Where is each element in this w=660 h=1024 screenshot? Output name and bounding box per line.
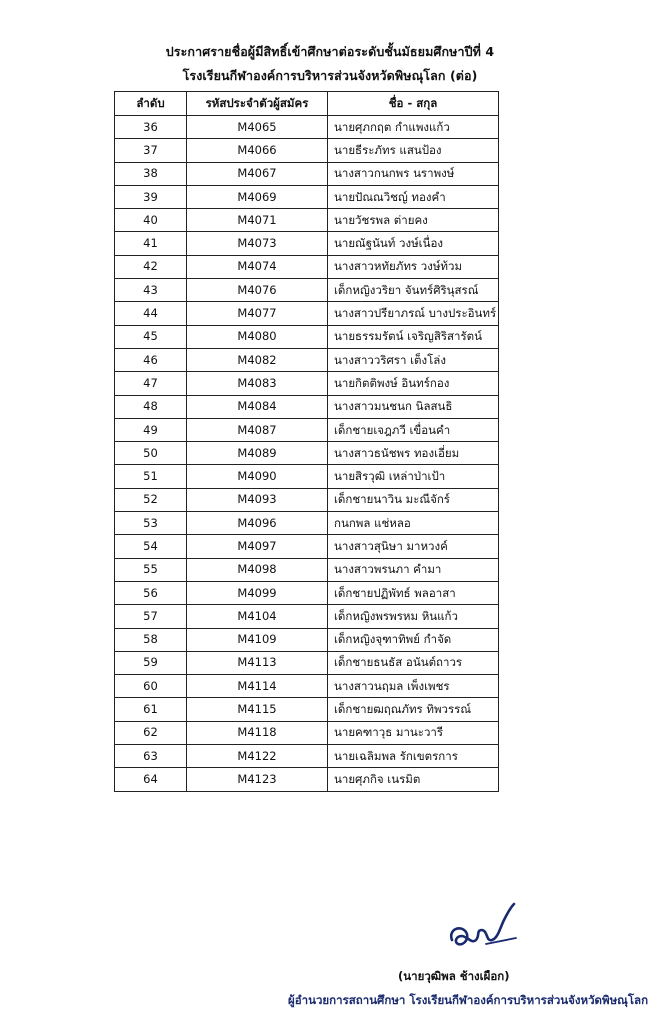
row-number: 62 — [115, 721, 187, 744]
table-row — [115, 418, 499, 441]
applicant-name: นางสาวปรียาภรณ์ บางประอินทร์ — [328, 302, 499, 325]
applicant-name: เด็กชายฒฤณภัทร ทิพวรรณ์ — [328, 698, 499, 721]
row-number: 58 — [115, 628, 187, 651]
table-row — [115, 605, 499, 628]
applicant-code: M4097 — [187, 535, 328, 558]
applicant-code: M4074 — [187, 255, 328, 278]
row-number: 47 — [115, 372, 187, 395]
row-number: 46 — [115, 348, 187, 371]
table-row — [115, 232, 499, 255]
applicant-code: M4080 — [187, 325, 328, 348]
table-row — [115, 325, 499, 348]
applicant-name: นายธรรมรัตน์ เจริญสิริสารัตน์ — [328, 325, 499, 348]
table-row — [115, 581, 499, 604]
applicant-name: นายเฉลิมพล รักเขตรการ — [328, 745, 499, 768]
applicant-name: เด็กชายธนธัส อนันต์ถาวร — [328, 651, 499, 674]
row-number: 48 — [115, 395, 187, 418]
table-row — [115, 395, 499, 418]
row-number: 36 — [115, 116, 187, 139]
row-number: 53 — [115, 512, 187, 535]
applicant-name: นายณัฐนันท์ วงษ์เนื่อง — [328, 232, 499, 255]
row-number: 45 — [115, 325, 187, 348]
applicant-name: นางสาวกนกพร นราพงษ์ — [328, 162, 499, 185]
applicant-name: นางสาวหทัยภัทร วงษ์ท้วม — [328, 255, 499, 278]
applicant-code: M4090 — [187, 465, 328, 488]
row-number: 37 — [115, 139, 187, 162]
row-number: 40 — [115, 209, 187, 232]
applicant-name: นางสาวพรนภา คำมา — [328, 558, 499, 581]
table-row — [115, 698, 499, 721]
signature-icon — [446, 900, 536, 962]
applicant-name: เด็กหญิงพรพรหม หินแก้ว — [328, 605, 499, 628]
applicant-code: M4083 — [187, 372, 328, 395]
applicant-table — [114, 91, 499, 792]
applicant-code: M4071 — [187, 209, 328, 232]
row-number: 57 — [115, 605, 187, 628]
table-row — [115, 768, 499, 791]
column-header-name: ชื่อ - สกุล — [328, 92, 499, 116]
table-row — [115, 279, 499, 302]
applicant-code: M4122 — [187, 745, 328, 768]
table-body — [115, 116, 499, 792]
row-number: 51 — [115, 465, 187, 488]
applicant-code: M4087 — [187, 418, 328, 441]
table-row — [115, 162, 499, 185]
table-row — [115, 512, 499, 535]
applicant-code: M4073 — [187, 232, 328, 255]
table-row — [115, 209, 499, 232]
school-subtitle: โรงเรียนกีฬาองค์การบริหารส่วนจังหวัดพิษณุโลก (ต่อ) — [182, 68, 478, 83]
applicant-code: M4093 — [187, 488, 328, 511]
row-number: 63 — [115, 745, 187, 768]
row-number: 43 — [115, 279, 187, 302]
applicant-name: นายธีระภัทร แสนป้อง — [328, 139, 499, 162]
table-row — [115, 372, 499, 395]
table-row — [115, 558, 499, 581]
row-number: 38 — [115, 162, 187, 185]
table-row — [115, 302, 499, 325]
row-number: 56 — [115, 581, 187, 604]
announcement-title: ประกาศรายชื่อผู้มีสิทธิ์เข้าศึกษาต่อระดับชั้นมัธยมศึกษาปีที่ 4 — [165, 44, 495, 59]
signer-name: (นายวุฒิพล ช้างเผือก) — [398, 969, 510, 983]
applicant-name: นายคฑาวุธ มานะวารี — [328, 721, 499, 744]
applicant-code: M4066 — [187, 139, 328, 162]
table-row — [115, 488, 499, 511]
applicant-name: เด็กหญิงวริยา จันทร์ศิรินุสรณ์ — [328, 279, 499, 302]
table-row — [115, 255, 499, 278]
applicant-code: M4084 — [187, 395, 328, 418]
applicant-code: M4069 — [187, 185, 328, 208]
applicant-code: M4113 — [187, 651, 328, 674]
table-row — [115, 651, 499, 674]
table-row — [115, 721, 499, 744]
signer-position: ผู้อำนวยการสถานศึกษา โรงเรียนกีฬาองค์การบริหารส่วนจังหวัดพิษณุโลก — [288, 993, 649, 1007]
applicant-code: M4114 — [187, 675, 328, 698]
row-number: 59 — [115, 651, 187, 674]
row-number: 50 — [115, 442, 187, 465]
applicant-name: เด็กชายนาวิน มะณีจักร์ — [328, 488, 499, 511]
table-header-row — [115, 92, 499, 116]
applicant-code: M4104 — [187, 605, 328, 628]
applicant-name: นายปัณณวิชญ์ ทองคำ — [328, 185, 499, 208]
applicant-code: M4118 — [187, 721, 328, 744]
table-row — [115, 675, 499, 698]
applicant-code: M4109 — [187, 628, 328, 651]
applicant-code: M4065 — [187, 116, 328, 139]
applicant-code: M4096 — [187, 512, 328, 535]
applicant-name: นางสาวนฤมล เพ็งเพชร — [328, 675, 499, 698]
row-number: 42 — [115, 255, 187, 278]
applicant-code: M4082 — [187, 348, 328, 371]
row-number: 52 — [115, 488, 187, 511]
table-row — [115, 628, 499, 651]
applicant-name: นางสาววริศรา เต็งโล่ง — [328, 348, 499, 371]
row-number: 41 — [115, 232, 187, 255]
table-row — [115, 745, 499, 768]
applicant-code: M4077 — [187, 302, 328, 325]
applicant-name: นายวัชรพล ต่ายคง — [328, 209, 499, 232]
table-row — [115, 465, 499, 488]
applicant-code: M4067 — [187, 162, 328, 185]
applicant-name: นายสิรวุฒิ เหล่าป่าเป้า — [328, 465, 499, 488]
applicant-name: เด็กหญิงจุฑาทิพย์ กำจัด — [328, 628, 499, 651]
applicant-code: M4099 — [187, 581, 328, 604]
column-header-number: ลำดับ — [115, 92, 187, 116]
applicant-code: M4123 — [187, 768, 328, 791]
applicant-name: นายศุภกฤต กำแพงแก้ว — [328, 116, 499, 139]
applicant-name: เด็กชายปฏิพัทธ์ พลอาสา — [328, 581, 499, 604]
applicant-name: เด็กชายเจฎภวี เขื่อนคำ — [328, 418, 499, 441]
applicant-code: M4098 — [187, 558, 328, 581]
row-number: 39 — [115, 185, 187, 208]
row-number: 44 — [115, 302, 187, 325]
table-row — [115, 442, 499, 465]
table-row — [115, 139, 499, 162]
table-row — [115, 185, 499, 208]
row-number: 64 — [115, 768, 187, 791]
table-row — [115, 116, 499, 139]
applicant-name: นางสาวมนชนก นิลสนธิ — [328, 395, 499, 418]
applicant-code: M4089 — [187, 442, 328, 465]
row-number: 61 — [115, 698, 187, 721]
table-row — [115, 535, 499, 558]
table-row — [115, 348, 499, 371]
applicant-name: นางสาวธนัชพร ทองเอี่ยม — [328, 442, 499, 465]
row-number: 55 — [115, 558, 187, 581]
row-number: 49 — [115, 418, 187, 441]
applicant-name: กนกพล แช่หลอ — [328, 512, 499, 535]
applicant-name: นายศุภกิจ เนรมิต — [328, 768, 499, 791]
applicant-name: นางสาวสุนิษา มาหวงค์ — [328, 535, 499, 558]
column-header-code: รหัสประจำตัวผู้สมัคร — [187, 92, 328, 116]
row-number: 54 — [115, 535, 187, 558]
applicant-code: M4076 — [187, 279, 328, 302]
applicant-code: M4115 — [187, 698, 328, 721]
row-number: 60 — [115, 675, 187, 698]
applicant-name: นายกิตติพงษ์ อินทร์กอง — [328, 372, 499, 395]
